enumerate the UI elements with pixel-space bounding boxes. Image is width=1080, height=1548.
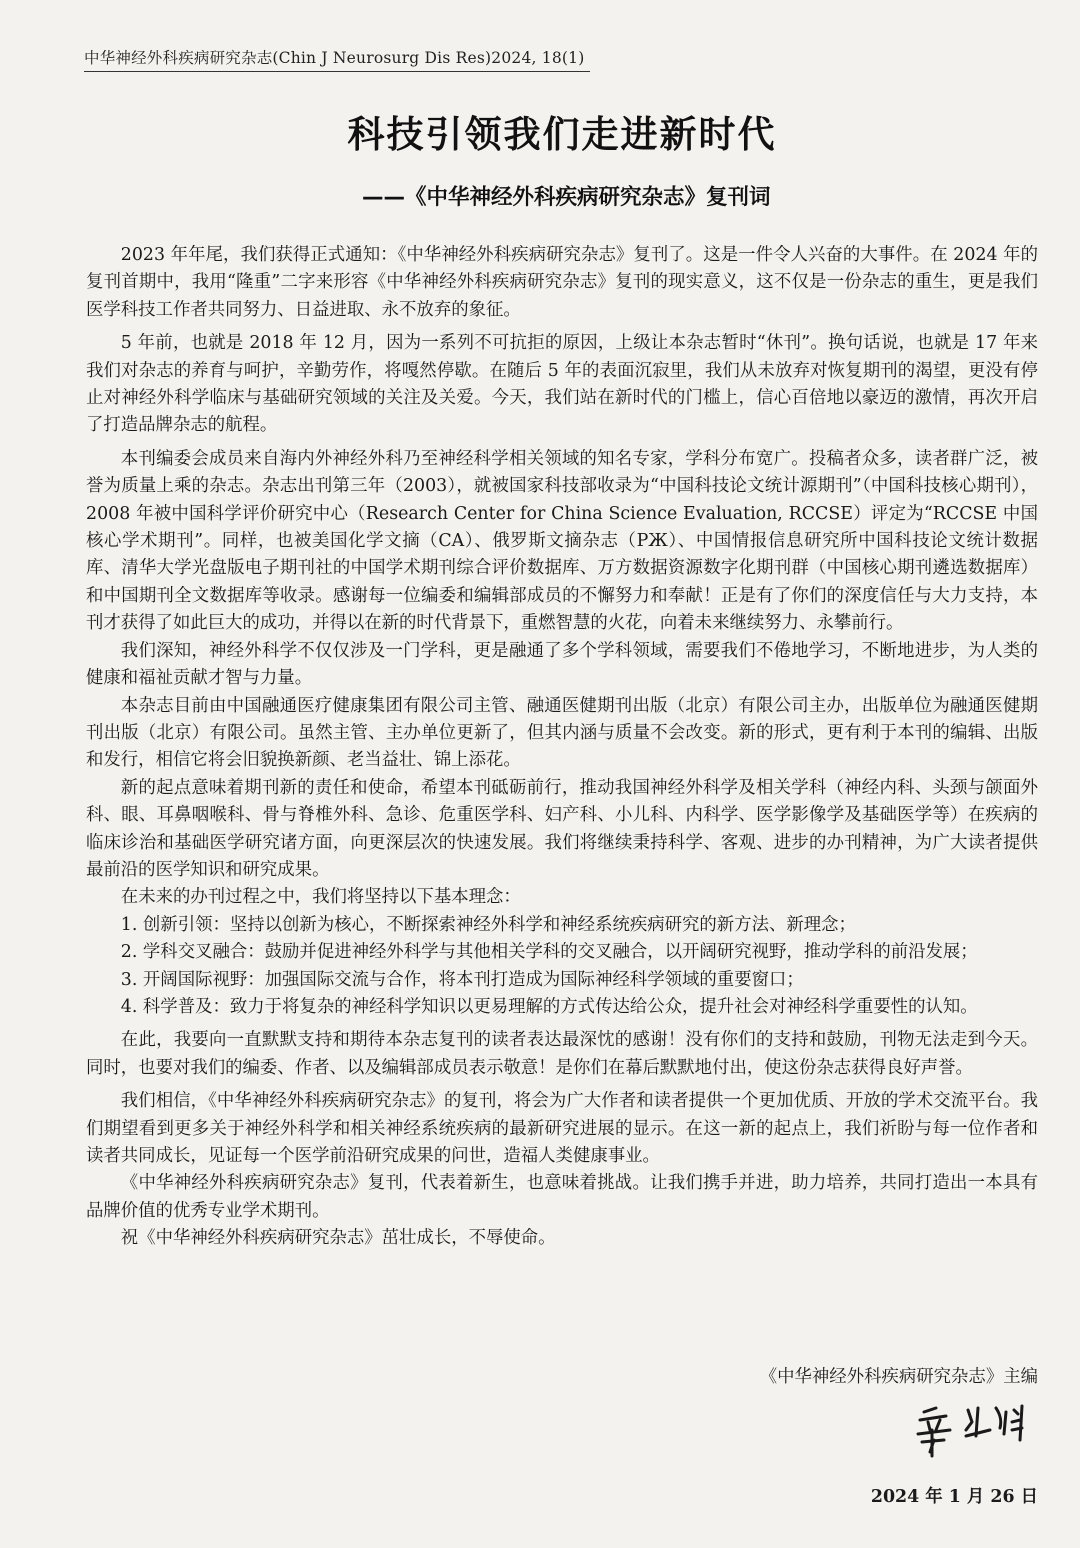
- running-header: 中华神经外科疾病研究杂志(Chin J Neurosurg Dis Res)2024, 18(1): [84, 49, 585, 67]
- paragraph: 5 年前，也就是 2018 年 12 月，因为一系列不可抗拒的原因，上级让本杂志暂时“休刊”。换句话说，也就是 17 年来我们对杂志的养育与呵护，辛勤劳作，将嘎然停歇。在随后 5 年的表面沉寂里，我们从未放弃对恢复期刊的渴望，更没有停止对神经外科学临床与基础研究领域的关注及关爱。今天，我们站在新时代的门槛上，信心百倍地以豪迈的激情，再次开启了打造品牌杂志的航程。: [86, 333, 1038, 436]
- paragraph: 我们深知，神经外科学不仅仅涉及一门学科，更是融通了多个学科领域，需要我们不倦地学习，不断地进步，为人类的健康和福祉贡献才智与力量。: [86, 640, 1038, 689]
- list-item: 3. 开阔国际视野：加强国际交流与合作，将本刊打造成为国际神经科学领域的重要窗口；: [120, 969, 804, 990]
- header-rule: [84, 71, 590, 72]
- article-body: [86, 242, 1038, 1253]
- list-item: 1. 创新引领：坚持以创新为核心，不断探索神经外科学和神经系统疾病研究的新方法、新理念；: [120, 914, 856, 935]
- article-subtitle: ——《中华神经外科疾病研究杂志》复刊词: [362, 185, 771, 210]
- handwritten-signature: [906, 1400, 1046, 1460]
- paragraph: 2023 年年尾，我们获得正式通知：《中华神经外科疾病研究杂志》复刊了。这是一件令人兴奋的大事件。在 2024 年的复刊首期中，我用“隆重”二字来形容《中华神经外科疾病研究杂志》复刊的现实意义，这不仅是一份杂志的重生，更是我们医学科技工作者共同努力、日益进取、永不放弃的象征。: [86, 245, 1038, 320]
- paragraph: 在未来的办刊过程之中，我们将坚持以下基本理念：: [120, 887, 521, 908]
- paragraph: 我们相信，《中华神经外科疾病研究杂志》的复刊，将会为广大作者和读者提供一个更加优质、开放的学术交流平台。我们期望看到更多关于神经外科学和相关神经系统疾病的最新研究进展的显示。在这一新的起点上，我们祈盼与每一位作者和读者共同成长，见证每一个医学前沿研究成果的问世，造福人类健康事业。: [86, 1091, 1038, 1166]
- paragraph: 新的起点意味着期刊新的责任和使命，希望本刊砥砺前行，推动我国神经外科学及相关学科（神经内科、头颈与颌面外科、眼、耳鼻咽喉科、骨与脊椎外科、急诊、危重医学科、妇产科、小儿科、内科学、医学影像学及基础医学等）在疾病的临床诊治和基础医学研究诸方面，向更深层次的快速发展。我们将继续秉持科学、客观、进步的办刊精神，为广大读者提供最前沿的医学知识和研究成果。: [86, 777, 1038, 880]
- paragraph: 本杂志目前由中国融通医疗健康集团有限公司主管、融通医健期刊出版（北京）有限公司主办，出版单位为融通医健期刊出版（北京）有限公司。虽然主管、主办单位更新了，但其内涵与质量不会改变。新的形式，更有利于本刊的编辑、出版和发行，相信它将会旧貌换新颜、老当益壮、锦上添花。: [86, 695, 1038, 771]
- paragraph: 在此，我要向一直默默支持和期待本杂志复刊的读者表达最深忱的感谢！没有你们的支持和鼓励，刊物无法走到今天。同时，也要对我们的编委、作者、以及编辑部成员表示敬意！是你们在幕后默默地付出，使这份杂志获得良好声誉。: [86, 1030, 1038, 1078]
- paragraph: 祝《中华神经外科疾病研究杂志》茁壮成长，不辱使命。: [120, 1228, 556, 1249]
- list-item: 2. 学科交叉融合：鼓励并促进神经外科学与其他相关学科的交叉融合，以开阔研究视野，推动学科的前沿发展；: [120, 942, 978, 963]
- paragraph: 本刊编委会成员来自海内外神经外科乃至神经科学相关领域的知名专家，学科分布宽广。投稿者众多，读者群广泛，被誉为质量上乘的杂志。杂志出刊第三年（2003），就被国家科技部收录为“中国科技论文统计源期刊”（中国科技核心期刊），2008 年被中国科学评价研究中心（Research Center for China Science Evaluation, RCCSE）评定为“RCCSE 中国核心学术期刊”。同样，也被美国化学文摘（CA）、俄罗斯文摘杂志（PЖ）、中国情报信息研究所中国科技论文统计数据库、清华大学光盘版电子期刊社的中国学术期刊综合评价数据库、万方数据资源数字化期刊群（中国核心期刊遴选数据库）和中国期刊全文数据库等收录。感谢每一位编委和编辑部成员的不懈努力和奉献！正是有了你们的深度信任与大力支持，本刊才获得了如此巨大的成功，并得以在新的时代背景下，重燃智慧的火花，向着未来继续努力、永攀前行。: [86, 448, 1038, 634]
- editor-line: 《中华神经外科疾病研究杂志》主编: [759, 1367, 1038, 1387]
- article-title: 科技引领我们走进新时代: [347, 113, 777, 156]
- paragraph: 《中华神经外科疾病研究杂志》复刊，代表着新生，也意味着挑战。让我们携手并进，助力培养，共同打造出一本具有品牌价值的优秀专业学术期刊。: [86, 1173, 1038, 1221]
- date-line: 2024 年 1 月 26 日: [870, 1487, 1038, 1507]
- list-item: 4. 科学普及：致力于将复杂的神经科学知识以更易理解的方式传达给公众，提升社会对神经科学重要性的认知。: [120, 996, 978, 1017]
